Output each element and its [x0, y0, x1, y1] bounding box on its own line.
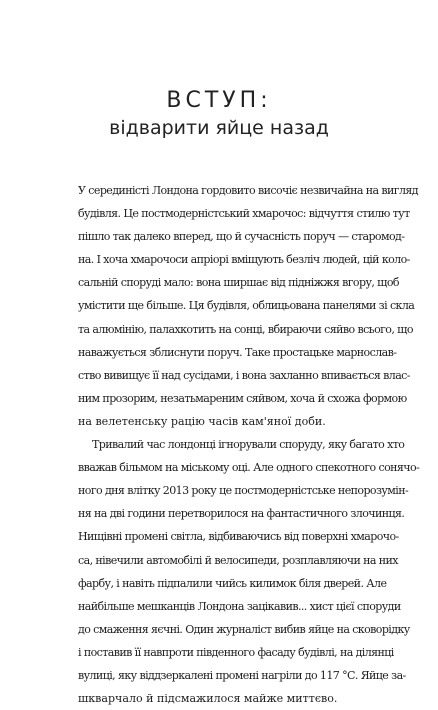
text-line: вулиці, яку віддзеркалені промені нагріли до 117 °С. Яйце за- — [78, 668, 406, 682]
text-line: ство вивищує її над сусідами, і вона захланно впивається влас- — [78, 368, 410, 382]
text-line: ня на дві години перетворилося на фантастичного злочинця. — [78, 507, 405, 521]
chapter-label: ВСТУП: — [166, 88, 272, 113]
paragraph-2 — [78, 433, 420, 710]
text-line: шкварчало й підсмажилося майже миттєво. — [78, 692, 338, 706]
text-line: ним прозорим, незатьмареним сяйвом, хоча й схожа формою — [78, 391, 407, 405]
text-line: наважується зблиснути поруч. Таке простацьке марнослав- — [78, 345, 397, 359]
text-line: будівля. Це постмодерністський хмарочос: відчуття стилю тут — [78, 207, 410, 221]
body-text — [78, 179, 420, 710]
text-line: Тривалий час лондонці ігнорували споруду, яку багато хто — [92, 438, 405, 452]
text-line: найбільше мешканців Лондона зацікавив... хист цієї споруди — [78, 599, 401, 613]
text-line: Нищівні промені світла, відбиваючись від поверхні хмарочо- — [78, 530, 399, 544]
text-line: пішло так далеко вперед, що й сучасність поруч — старомод- — [78, 230, 405, 244]
text-line: і поставив її навпроти південного фасаду будівлі, на ділянці — [78, 645, 394, 659]
paragraph-1 — [78, 179, 418, 433]
text-line: У серединісті Лондона гордовито височіє незвичайна на вигляд — [78, 184, 418, 197]
text-line: до смаження яєчні. Один журналіст вибив яйце на сковорідку — [78, 622, 410, 636]
text-line: на велетенську рацію часів кам'яної доби. — [78, 414, 326, 428]
text-line: вважав більмом на міському оці. Але одного спекотного сонячо- — [78, 461, 420, 475]
text-line: ного дня влітку 2013 року це постмодерністське непорозумін- — [78, 484, 409, 498]
text-line: са, нівечили автомобілі й велосипеди, розплавляючи на них — [78, 553, 398, 567]
text-line: на. І хоча хмарочоси апріорі вміщують безліч людей, цій коло- — [78, 253, 410, 267]
text-line: умістити ще більше. Ця будівля, облицьована панелями зі скла — [78, 299, 415, 313]
chapter-title: відварити яйце назад — [109, 117, 329, 139]
text-line: фарбу, і навіть підпалили чийсь килимок біля дверей. Але — [78, 576, 387, 590]
text-line: сальній споруді мало: вона ширшає від підніжжя вгору, щоб — [78, 276, 399, 290]
text-line: та алюмінію, палахкотить на сонці, вбираючи сяйво всього, що — [78, 322, 413, 336]
